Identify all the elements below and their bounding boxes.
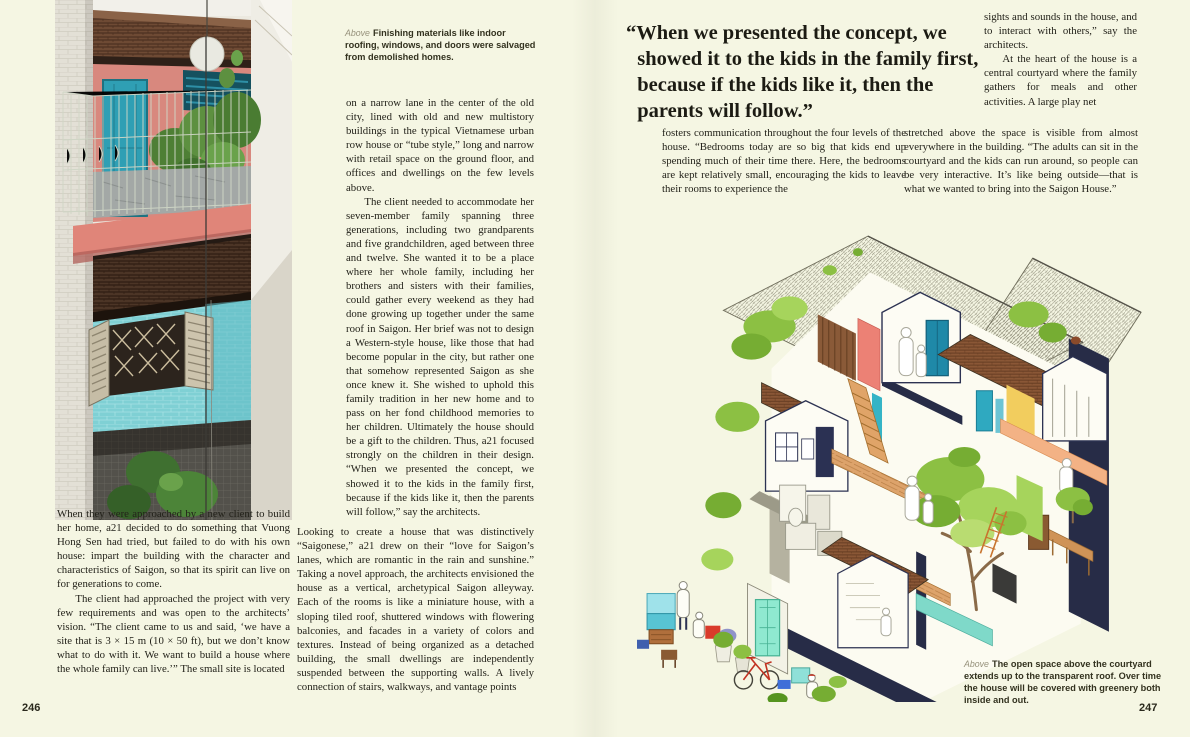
paragraph: Looking to create a house that was distinctively “Saigonese,” a21 drew on their “love for Saigon’s lanes, which are romantic in the rain and sunshine.” Taking a novel approach, the architects envisioned the house as a vertical, archetypical Saigon alleyway. Each of the rooms is like a miniature house, with a sloping tiled roof, shuttered windows with flowering balconies, and facades in a variety of colors and textures. Instead of being organized as a detached building, the small dwellings are independently suspended between the supporting walls. A lively connection of stairs, walkways, and vantage points: [297, 526, 534, 694]
page-number-right: 247: [1139, 702, 1158, 714]
paragraph: The client had approached the project with very few requirements and was open to the architects’ vision. “The client came to us and said, ‘we have a site that is 3 × 15 m (10 × 50 ft), but we don’t know what to do with it. We want to build a house where the whole family can live.’” The small site is located: [57, 592, 290, 676]
axonometric-illustration: [618, 210, 1142, 702]
text-column-upper-right: [346, 96, 534, 519]
salmon-wall: [858, 318, 880, 390]
paragraph: The client needed to accommodate her seven-member family spanning three generations, including two grandparents and five grandchildren, aged between three and twelve. She wanted it to be a place where her whole family, including her brothers and sisters with their families, could gather every weekend as they had done growing up together under the same roof in Saigon. Her brief was not to design a Western-style house, like those that had become popular in the city, but rather one that somehow represented Saigon as she once knew it. She wished to uphold this family tradition in her new home and to pass on her fond childhood memories to her children. Ultimately the house should be a gift to the children. Thus, a21 focused strongly on the children in their design. “When we presented the concept, we showed it to the kids in the family first, because if the kids like it, then the parents will follow,” say the architects.: [346, 195, 534, 518]
navy-door: [816, 427, 834, 477]
text-column-right-wide: [904, 126, 1138, 196]
pull-quote: “When we presented the concept, we showed it to the kids in the family first, because if the kids like it, then the parents will follow.”: [626, 22, 979, 122]
illustration-caption: [964, 658, 1169, 706]
page-gutter: [572, 0, 618, 737]
text-column-lower-left: [57, 507, 290, 676]
text-column-middle: [662, 126, 906, 196]
figure-adult: [899, 338, 913, 376]
turquoise-door: [976, 391, 992, 431]
paragraph: At the heart of the house is a central courtyard where the family gathers for meals and other activities. A large play net: [984, 53, 1137, 108]
text-column-lower-wide: [297, 525, 534, 694]
paragraph: on a narrow lane in the center of the old city, lined with old and new multistory buildings in the typical Vietnamese urban row house or “tube style,” long and narrow with retail space on the ground floor, and offices and dwellings on the few levels above.: [346, 97, 534, 194]
paragraph: fosters communication throughout the four levels of the house. “Bedrooms today are so big that kids end up spending much of their time there. Here, the bedrooms are kept relatively small, encouraging the kids to leave their rooms to experience the: [662, 127, 906, 196]
caption-text: Finishing materials like indoor roofing, windows, and doors were salvaged from demolished homes.: [345, 28, 536, 62]
page-number-left: 246: [22, 702, 41, 714]
figure-standing: [677, 590, 689, 618]
photo-sphere-lamp: [190, 37, 224, 71]
paragraph: sights and sounds in the house, and to interact with others,” say the architects.: [984, 11, 1137, 52]
figure-child: [916, 353, 926, 377]
house-photo: [55, 0, 292, 520]
photo-caption: [345, 27, 537, 63]
caption-prefix: Above: [345, 28, 370, 38]
paragraph: stretched above the space is visible from almost everywhere in the building. “The adults can sit in the courtyard and the kids can run around, so people can be very interactive. It’s like being outside—that is what we wanted to bring into the Saigon House.”: [904, 127, 1138, 196]
mini-house-top: [882, 292, 960, 382]
axonometric-art: [618, 210, 1142, 702]
paragraph: When they were approached by a new client to build her home, a21 decided to do something that Vuong Hong Sen had tried, but failed to do with his own house: impart the building with the character and characteristics of Saigon, so that its spirit can live on for generations to come.: [57, 508, 290, 591]
text-column-right-narrow: [984, 10, 1137, 109]
caption-prefix: Above: [964, 659, 989, 669]
caption-text: The open space above the courtyard extends up to the transparent roof. Over time the house will be covered with greenery both inside and out.: [964, 659, 1162, 705]
house-photo-art: [55, 0, 292, 520]
